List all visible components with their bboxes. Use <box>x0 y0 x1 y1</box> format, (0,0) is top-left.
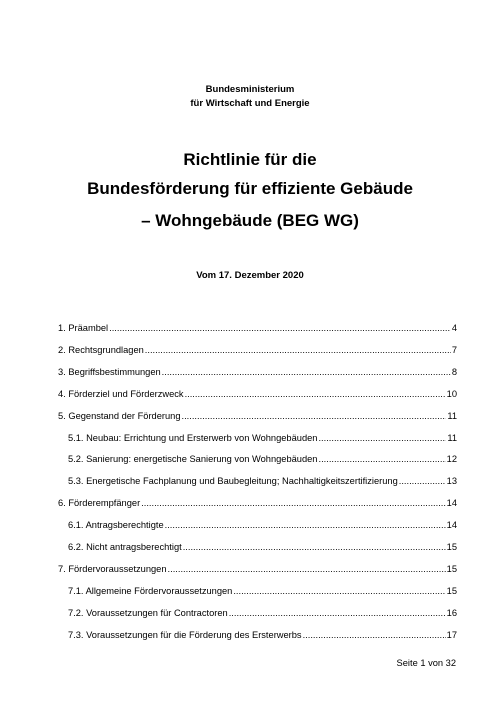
toc-entry-label: 5.2. Sanierung: energetische Sanierung von Wohngebäuden <box>68 454 318 464</box>
toc-entry-label: 1. Präambel <box>58 323 109 333</box>
toc-entry[interactable] <box>68 541 457 553</box>
toc-entry[interactable] <box>68 519 457 531</box>
toc-entry-label: 5.1. Neubau: Errichtung und Ersterwerb von Wohngebäuden <box>68 433 318 443</box>
toc-entry-page: 15 <box>446 542 457 552</box>
toc-entry-label: 5.3. Energetische Fachplanung und Baubegleitung; Nachhaltigkeitszertifizierung <box>68 476 398 486</box>
ministry-line-1: Bundesministerium <box>205 84 295 95</box>
toc-entry-label: 7.2. Voraussetzungen für Contractoren <box>68 608 228 618</box>
toc-entry[interactable] <box>68 475 457 487</box>
publication-date: Vom 17. Dezember 2020 <box>196 270 304 281</box>
toc-entry[interactable] <box>58 410 457 422</box>
toc-entry[interactable] <box>68 585 457 597</box>
toc-dot-leader <box>233 585 445 597</box>
toc-entry[interactable] <box>68 453 457 465</box>
toc-entry-page: 12 <box>446 454 457 464</box>
toc-dot-leader <box>162 366 451 378</box>
toc-entry-page: 13 <box>446 476 457 486</box>
title-line-1: Richtlinie für die <box>183 150 317 169</box>
toc-dot-leader <box>141 497 445 509</box>
toc-entry-label: 7. Fördervoraussetzungen <box>58 564 167 574</box>
toc-entry-label: 2. Rechtsgrundlagen <box>58 345 144 355</box>
toc-dot-leader <box>145 344 451 356</box>
toc-dot-leader <box>399 475 446 487</box>
toc-entry-label: 5. Gegenstand der Förderung <box>58 411 181 421</box>
toc-entry-label: 3. Begriffsbestimmungen <box>58 367 161 377</box>
toc-entry-page: 10 <box>446 389 457 399</box>
toc-entry-label: 7.1. Allgemeine Fördervoraussetzungen <box>68 586 233 596</box>
toc-dot-leader <box>168 563 446 575</box>
toc-entry[interactable] <box>58 344 457 356</box>
toc-entry[interactable] <box>68 607 457 619</box>
toc-dot-leader <box>229 607 446 619</box>
toc-entry-label: 6.1. Antragsberechtigte <box>68 520 164 530</box>
toc-entry-label: 6. Förderempfänger <box>58 498 141 508</box>
toc-entry-label: 4. Förderziel und Förderzweck <box>58 389 184 399</box>
toc-entry[interactable] <box>58 388 457 400</box>
page-number-footer: Seite 1 von 32 <box>396 658 456 668</box>
toc-dot-leader <box>183 541 446 553</box>
toc-entry-page: 14 <box>446 498 457 508</box>
toc-dot-leader <box>318 453 445 465</box>
toc-dot-leader <box>318 432 446 444</box>
toc-entry[interactable] <box>68 629 457 641</box>
toc-entry[interactable] <box>58 366 457 378</box>
toc-entry-page: 4 <box>451 323 457 333</box>
toc-entry[interactable] <box>68 432 457 444</box>
toc-entry-label: 6.2. Nicht antragsberechtigt <box>68 542 182 552</box>
toc-entry-page: 11 <box>447 433 457 443</box>
toc-entry-page: 17 <box>446 630 457 640</box>
toc-entry-page: 8 <box>451 367 457 377</box>
toc-entry-label: 7.3. Voraussetzungen für die Förderung des Ersterwerbs <box>68 630 302 640</box>
title-line-2: Bundesförderung für effiziente Gebäude <box>87 179 413 198</box>
toc-entry-page: 15 <box>446 586 457 596</box>
title-line-3: – Wohngebäude (BEG WG) <box>141 211 359 230</box>
toc-dot-leader <box>303 629 446 641</box>
toc-dot-leader <box>109 322 451 334</box>
toc-entry-page: 11 <box>447 411 457 421</box>
toc-entry[interactable] <box>58 497 457 509</box>
toc-entry-page: 14 <box>446 520 457 530</box>
toc-dot-leader <box>165 519 446 531</box>
toc-entry[interactable] <box>58 563 457 575</box>
toc-entry-page: 7 <box>451 345 457 355</box>
ministry-line-2: für Wirtschaft und Energie <box>190 98 310 109</box>
toc-entry-page: 16 <box>446 608 457 618</box>
toc-dot-leader <box>185 388 446 400</box>
toc-entry-page: 15 <box>446 564 457 574</box>
toc-entry[interactable] <box>58 322 457 334</box>
toc-dot-leader <box>182 410 447 422</box>
